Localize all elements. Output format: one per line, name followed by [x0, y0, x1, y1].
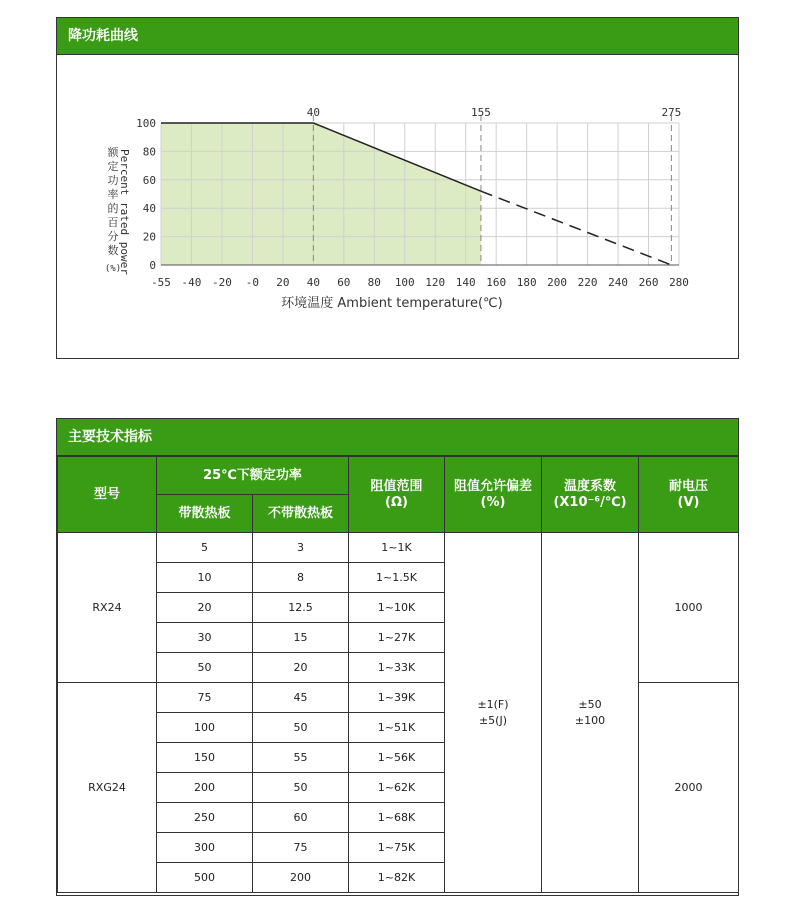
resistance-range-cell: 1~75K: [349, 833, 445, 863]
y-axis-label-char: 分: [107, 230, 119, 243]
tcr-cell: ±50 ±100: [542, 533, 639, 893]
power-without-sink-cell: 45: [253, 683, 349, 713]
header-without-sink: 不带散热板: [253, 495, 349, 533]
x-tick-label: 240: [608, 276, 628, 289]
y-tick-label: 100: [136, 117, 156, 130]
header-tcr: 温度系数 (X10⁻⁶/℃): [542, 457, 639, 533]
y-tick-label: 60: [142, 173, 156, 187]
y-axis-label-char: 率: [107, 188, 119, 201]
power-with-sink-cell: 20: [157, 593, 253, 623]
x-tick-label: 200: [547, 276, 568, 289]
x-tick-label: 160: [486, 276, 507, 289]
series-line-dashed: [481, 191, 671, 265]
resistance-range-cell: 1~51K: [349, 713, 445, 743]
power-with-sink-cell: 75: [157, 683, 253, 713]
x-axis-title: 环境温度 Ambient temperature(℃): [281, 296, 503, 311]
top-marker-label: 275: [661, 106, 682, 119]
derating-chart: [57, 55, 738, 357]
x-tick-label: 20: [276, 276, 290, 289]
derating-curve-section: [56, 17, 739, 359]
x-tick-label: 80: [367, 276, 381, 289]
power-without-sink-cell: 75: [253, 833, 349, 863]
x-tick-label: 40: [306, 276, 320, 289]
spec-table-body: [58, 533, 739, 893]
x-tick-label: -0: [245, 276, 260, 289]
y-tick-label: 80: [142, 145, 156, 159]
header-power: 25℃下额定功率: [157, 457, 349, 495]
y-axis-label-char: 数: [107, 244, 119, 257]
power-without-sink-cell: 20: [253, 653, 349, 683]
power-with-sink-cell: 30: [157, 623, 253, 653]
x-tick-label: 140: [455, 276, 476, 289]
power-with-sink-cell: 5: [157, 533, 253, 563]
power-with-sink-cell: 250: [157, 803, 253, 833]
x-tick-label: 120: [425, 276, 446, 289]
header-voltage: 耐电压 (V): [639, 457, 739, 533]
y-tick-label: 20: [142, 230, 156, 244]
y-axis-label-char: 定: [107, 160, 119, 173]
y-axis-label-char: 功: [107, 174, 119, 187]
power-without-sink-cell: 12.5: [253, 593, 349, 623]
voltage-cell: 1000: [639, 533, 739, 683]
resistance-range-cell: 1~56K: [349, 743, 445, 773]
y-axis-unit: (%): [104, 264, 122, 274]
resistance-range-cell: 1~39K: [349, 683, 445, 713]
voltage-cell: 2000: [639, 683, 739, 893]
x-tick-label: -40: [181, 276, 202, 289]
resistance-range-cell: 1~33K: [349, 653, 445, 683]
resistance-range-cell: 1~1.5K: [349, 563, 445, 593]
power-with-sink-cell: 10: [157, 563, 253, 593]
power-with-sink-cell: 100: [157, 713, 253, 743]
power-without-sink-cell: 60: [253, 803, 349, 833]
header-model: 型号: [58, 457, 157, 533]
derating-section-title: 降功耗曲线: [57, 18, 738, 55]
tolerance-cell: ±1(F) ±5(J): [445, 533, 542, 893]
shaded-area: [161, 123, 481, 265]
spec-section-title: 主要技术指标: [57, 419, 738, 456]
y-tick-label: 0: [149, 259, 156, 272]
spec-table: [57, 456, 739, 893]
power-without-sink-cell: 8: [253, 563, 349, 593]
x-tick-label: 60: [337, 276, 351, 289]
x-tick-label: 280: [669, 276, 689, 289]
resistance-range-cell: 1~82K: [349, 863, 445, 893]
x-tick-label: 260: [638, 276, 659, 289]
power-without-sink-cell: 50: [253, 713, 349, 743]
power-with-sink-cell: 300: [157, 833, 253, 863]
resistance-range-cell: 1~27K: [349, 623, 445, 653]
model-cell: RX24: [58, 533, 157, 683]
x-tick-label: -20: [212, 276, 232, 289]
power-without-sink-cell: 15: [253, 623, 349, 653]
power-without-sink-cell: 200: [253, 863, 349, 893]
x-tick-label: -55: [151, 276, 171, 289]
power-without-sink-cell: 55: [253, 743, 349, 773]
power-with-sink-cell: 200: [157, 773, 253, 803]
header-with-sink: 带散热板: [157, 495, 253, 533]
y-axis-label-char: 的: [107, 202, 119, 215]
y-tick-label: 40: [142, 202, 156, 216]
top-marker-label: 40: [306, 106, 320, 119]
resistance-range-cell: 1~10K: [349, 593, 445, 623]
y-axis-label-char: 百: [107, 216, 119, 229]
spec-table-section: [56, 418, 739, 896]
power-without-sink-cell: 50: [253, 773, 349, 803]
power-with-sink-cell: 50: [157, 653, 253, 683]
power-with-sink-cell: 150: [157, 743, 253, 773]
power-without-sink-cell: 3: [253, 533, 349, 563]
top-marker-label: 155: [471, 106, 491, 119]
x-tick-label: 100: [394, 276, 415, 289]
model-cell: RXG24: [58, 683, 157, 893]
header-tolerance: 阻值允许偏差 (%): [445, 457, 542, 533]
x-tick-label: 220: [577, 276, 598, 289]
header-range: 阻值范围 (Ω): [349, 457, 445, 533]
y-axis-label-en: Percent rated power: [118, 149, 131, 275]
resistance-range-cell: 1~68K: [349, 803, 445, 833]
resistance-range-cell: 1~62K: [349, 773, 445, 803]
table-row: [58, 533, 739, 563]
y-axis-label-char: 额: [107, 146, 119, 159]
resistance-range-cell: 1~1K: [349, 533, 445, 563]
x-tick-label: 180: [516, 276, 537, 289]
power-with-sink-cell: 500: [157, 863, 253, 893]
